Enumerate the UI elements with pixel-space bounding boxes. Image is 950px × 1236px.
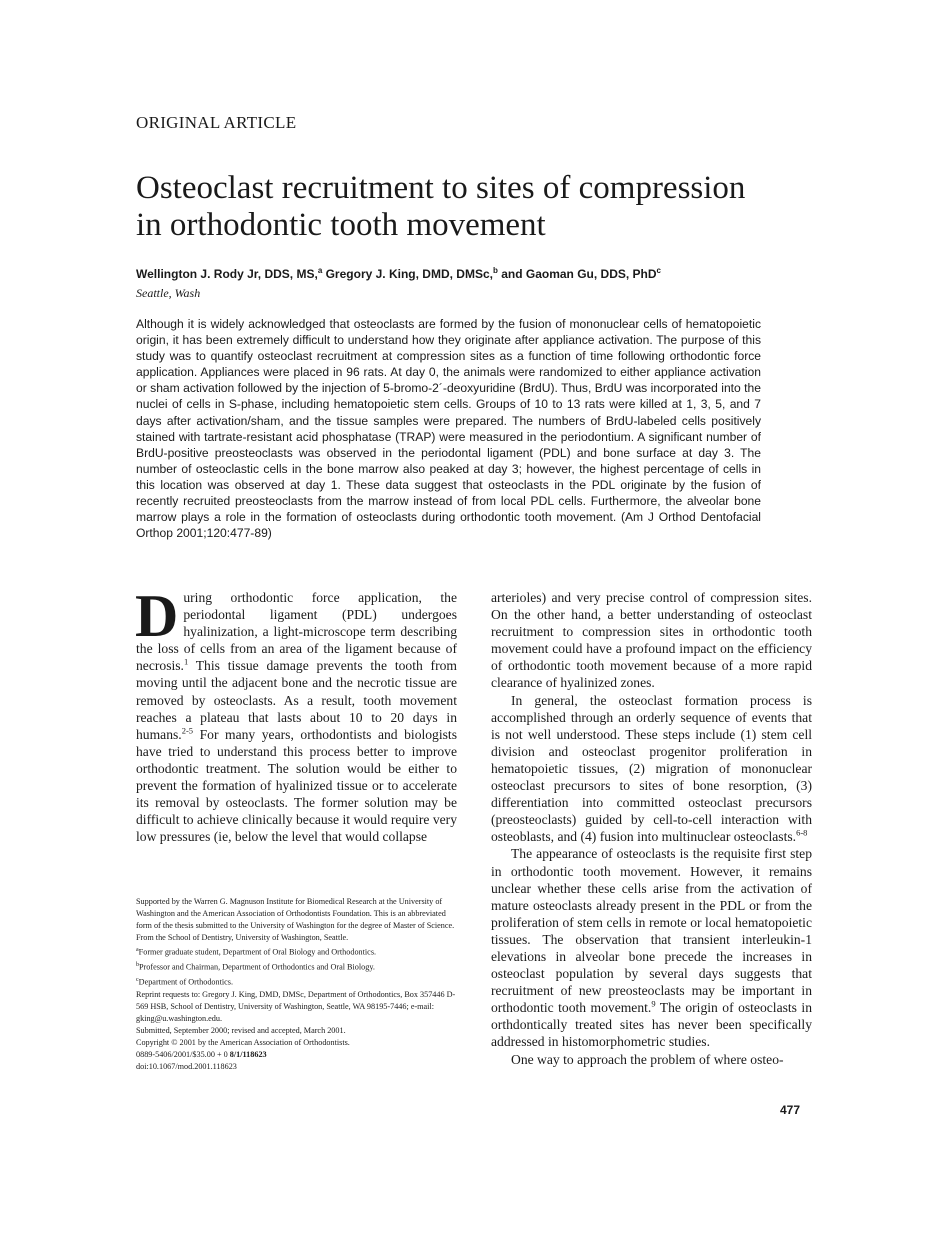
body-column-right (491, 589, 812, 1068)
abstract: Although it is widely acknowledged that osteoclasts are formed by the fusion of mononuclear cells of hematopoietic origin, it has been extremely difficult to understand how they originate after appliance activation. The purpose of this study was to quantify osteoclast recruitment at compression sites as a function of time following orthodontic force application. Appliances were placed in 96 rats. At day 0, the animals were randomized to either appliance activation or sham activation followed by the injection of 5-bromo-2´-deoxyuridine (BrdU). Thus, BrdU was incorporated into the nuclei of cells in S-phase, including hematopoietic stem cells. Groups of 10 to 13 rats were killed at 1, 3, 5, and 7 days after activation/sham, and the tissue samples were prepared. The numbers of BrdU-labeled cells positively stained with tartrate-resistant acid phosphatase (TRAP) were measured in the periodontium. A significant number of BrdU-positive preosteoclasts was observed in the periodontal ligament (PDL) and bone surface at day 3. The number of osteoclastic cells in the bone marrow also peaked at day 3; however, the highest percentage of cells in this location was observed at day 1. These data suggest that osteoclasts in the PDL originate by the fusion of recently recruited preosteoclasts from the marrow instead of from local PDL cells. Furthermore, the alveolar bone marrow plays a role in the formation of osteoclasts during orthodontic tooth movement. (Am J Orthod Dentofacial Orthop 2001;120:477-89) (136, 317, 761, 541)
author-king: Gregory J. King, DMD, DMSc, (322, 267, 493, 281)
footnote-marker: b (136, 962, 139, 969)
article-title (136, 170, 836, 244)
reference-citation: 6-8 (796, 827, 808, 838)
author-list (136, 266, 661, 281)
footnote-support: Supported by the Warren G. Magnuson Institute for Biomedical Research at the University of Washington and the American Association of Orthodontists Foundation. This is an abbreviated form of the thesis submitted to the University of Washington for the degree of Master of Science. (136, 897, 455, 931)
issn-text: 0889-5406/2001/$35.00 + 0 (136, 1050, 230, 1060)
reference-citation: 1 (183, 656, 189, 667)
footnote-marker: c (136, 977, 139, 984)
title-line-2: in orthodontic tooth movement (136, 207, 546, 243)
footnote-text: Professor and Chairman, Department of Orthodontics and Oral Biology. (139, 962, 375, 972)
footnote-issn (136, 1049, 458, 1061)
reference-citation: 2-5 (181, 725, 194, 736)
reference-citation: 9 (651, 998, 656, 1009)
footnote-marker: a (136, 947, 139, 954)
title-line-1: Osteoclast recruitment to sites of compression (136, 170, 746, 206)
body-text: This tissue damage prevents the tooth from moving until the adjacent bone and the necrotic tissue are removed by osteoclasts. As a result, tooth movement reaches a plateau that lasts about 10 to 20 days in humans. (136, 658, 457, 742)
author-rody-affiliation: a (317, 266, 323, 275)
footnote-a (136, 944, 458, 959)
body-text: In general, the osteoclast formation process is accomplished through an orderly sequence of events that is not well understood. These steps include (1) stem cell division and osteoclast progenitor proliferation in hematopoietic tissues, (2) migration of mononuclear osteoclast precursors to sites of bone resorption, (3) differentiation into committed osteoclast precursors (preosteoclasts) guided by cell-to-cell interaction with osteoblasts, and (4) fusion into multinuclear osteoclasts. (491, 692, 812, 845)
body-text: One way to approach the problem of where osteo- (511, 1051, 784, 1067)
body-text: uring orthodontic force application, the periodontal ligament (PDL) undergoes hyalinization, a light-microscope term describing the loss of cells from an area of the ligament because of necrosis. (136, 590, 457, 674)
footnote-copyright: Copyright © 2001 by the American Association of Orthodontists. (136, 1038, 350, 1048)
body-text: The appearance of osteoclasts is the requisite first step in orthodontic tooth movement. However, it remains unclear whether these cells arise from the activation of mature osteoclasts already present in the PDL or from the proliferation of stem cells in remote or local hematopoietic tissues. The observation that transient interleukin-1 elevations in alveolar bone precede the increases in osteoclast population by several days suggests that recruitment of new preosteoclasts may be important in orthodontic tooth movement. (491, 846, 812, 1016)
section-label: ORIGINAL ARTICLE (136, 113, 297, 132)
footnote-b (136, 959, 458, 974)
footnotes (136, 896, 458, 1074)
footnote-c (136, 974, 458, 989)
body-paragraph-1-continued: arterioles) and very precise control of compression sites. On the other hand, a better understanding of osteoclast recruitment to compression sites in orthodontic tooth movement could have a profound impact on the efficiency of orthodontic tooth movement because of a more rapid clearance of hyalinized zones. (491, 590, 812, 691)
body-column-left (135, 583, 457, 845)
author-gu-affiliation: c (656, 266, 661, 275)
footnote-from: From the School of Dentistry, University of Washington, Seattle. (136, 933, 349, 943)
body-text: For many years, orthodontists and biologists have tried to understand this process better to improve orthodontic treatment. The solution would be either to prevent the formation of hyalinized tissue or to accelerate its removal by osteoclasts. The former solution may be difficult to achieve clinically because it would require very low pressures (ie, below the level that would collapse (136, 726, 457, 845)
footnote-text: Former graduate student, Department of Oral Biology and Orthodontics. (138, 948, 377, 958)
author-rody: Wellington J. Rody Jr, DDS, MS, (136, 267, 318, 281)
footnote-submitted: Submitted, September 2000; revised and accepted, March 2001. (136, 1026, 346, 1036)
page-number: 477 (780, 1103, 801, 1117)
author-location: Seattle, Wash (136, 286, 201, 300)
issn-code: 8/1/118623 (229, 1050, 267, 1060)
author-king-affiliation: b (492, 266, 498, 275)
footnote-doi: doi:10.1067/mod.2001.118623 (136, 1062, 237, 1072)
body-paragraph-2 (491, 692, 812, 846)
footnote-text: Department of Orthodontics. (138, 977, 234, 987)
author-gu: and Gaoman Gu, DDS, PhD (497, 267, 657, 281)
body-text: The origin of osteoclasts in orthdontically treated sites has never been specifically addressed in histomorphometric studies. (491, 1000, 812, 1050)
drop-cap: D (135, 583, 179, 649)
body-paragraph-1 (135, 583, 457, 845)
body-paragraph-4 (491, 1051, 812, 1068)
body-paragraph-3 (491, 845, 812, 1050)
footnote-reprint: Reprint requests to: Gregory J. King, DMD, DMSc, Department of Orthodontics, Box 357446 D-569 HSB, School of Dentistry, University of Washington, Seattle, WA 98195-7446; e-mail: gking@u.washington.edu. (136, 989, 456, 1024)
